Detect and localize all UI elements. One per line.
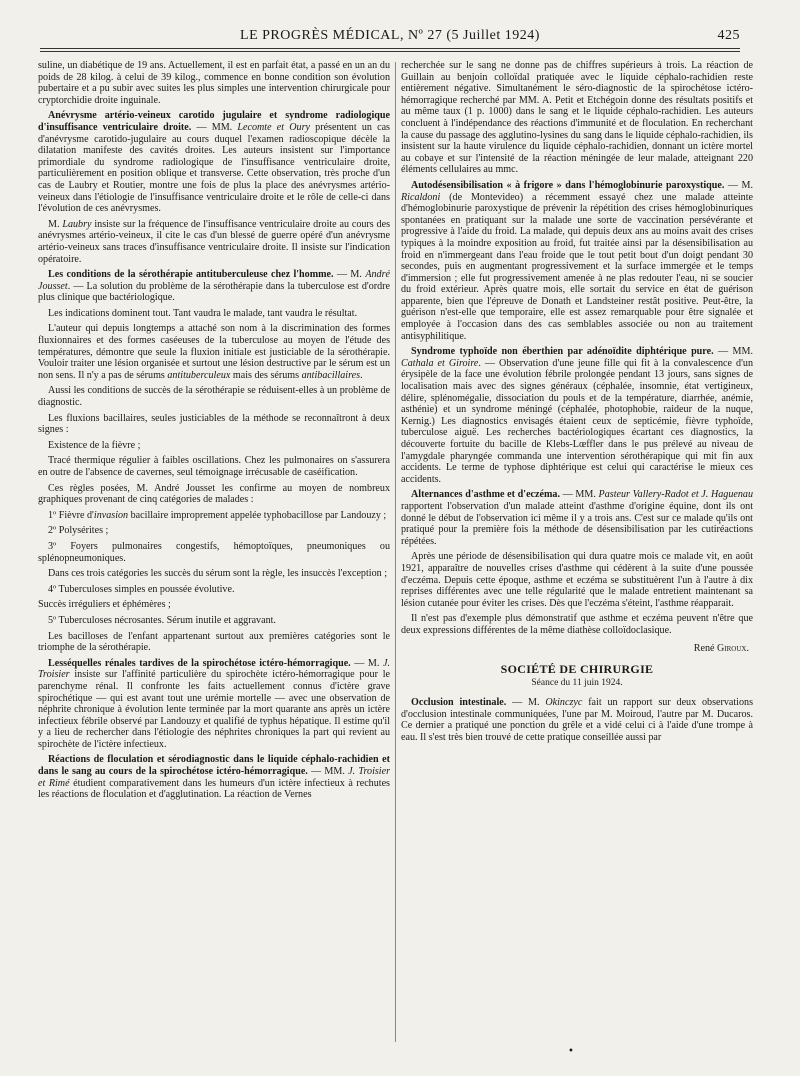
footer-mark: • bbox=[568, 1046, 574, 1057]
list-item: Existence de la fièvre ; bbox=[48, 439, 141, 451]
article-anevrysme bbox=[38, 110, 390, 214]
paragraph: Les fluxions bacillaires, seules justiciables de la méthode se reconnaîtront à deux signes : bbox=[38, 412, 390, 436]
signature bbox=[401, 643, 749, 655]
paragraph: Après une période de désensibilisation qui dura quatre mois ce malade vit, en août 1921, apparaître de nouvelles crises d'asthme qui cédèrent à la suite d'une poussée d'eczéma. Depuis cette époque, asthme et eczéma se substituèrent l'un à l'autre à dix reprises différentes avec une telle régularité que le malade entretient maintenant sa lésion cutanée pour éviter les crises. Dès que l'eczéma s'éteint, l'asthme réapparait. bbox=[401, 551, 753, 609]
author-names: Cathala et Giroire bbox=[401, 357, 479, 369]
author-name: Laubry bbox=[62, 218, 92, 230]
list-item bbox=[38, 510, 390, 522]
author-names: Pasteur Vallery-Radot et J. Haguenau bbox=[598, 489, 753, 501]
article-floculation bbox=[38, 754, 390, 800]
signature-period: . bbox=[746, 642, 749, 654]
session-date: Séance du 11 juin 1924. bbox=[531, 677, 623, 688]
list-item: Succès irréguliers et éphémères ; bbox=[38, 599, 171, 611]
author-name: André Jousset bbox=[38, 269, 390, 292]
section-title: SOCIÉTÉ DE CHIRURGIE bbox=[500, 662, 654, 677]
header-rule-bottom bbox=[40, 51, 740, 52]
article-serotherapie bbox=[38, 269, 390, 304]
paragraph: Les indications dominent tout. Tant vaudra le malade, tant vaudra le résultat. bbox=[48, 307, 358, 319]
author-name: J. Troisier bbox=[38, 657, 390, 681]
journal-title: LE PROGRÈS MÉDICAL, Nº 27 (5 Juillet 1924) bbox=[240, 28, 540, 43]
article-occlusion bbox=[401, 697, 753, 743]
prefix: M. bbox=[48, 218, 63, 230]
dash: — MM. bbox=[559, 489, 599, 501]
emphasis: invasion bbox=[93, 509, 129, 521]
article-body: (de Montevideo) a récemment essayé chez une malade atteinte d'hémoglobinurie paroxystique de prévenir la répétition des crises hémoglobinuriques spontanées en pratiquant sur la malade une sorte de vaccination persévérante et progressive à l'aide du froid. La malade, qui depuis deux ans au moins avait des crises typiques à la moindre exposition au froid, fut traitée ainsi par la désensibilisation au froid en n'immergeant dans l'eau froide que le tout petit bout d'un doigt pendant 30 secondes, puis en augmentant progressivement et la surface immergée et le temps d'immersion ; elle fut progressivement amenée à ne plas redouter l'eau, ni se soucier du froid extérieur. Après quatre mois, elle sortait du service en état de guérison apparente, bien que l'épreuve de Donath et Landsteiner restât positive. Peut-être, la guérison n'est-elle que temporaire, elle est assez remarquable pour être signalée et employée à l'occasion dans des cas semblables associée ou non au traitement antisyphilitique. bbox=[401, 191, 753, 342]
dash: — M. bbox=[506, 697, 546, 709]
text: . bbox=[360, 369, 363, 381]
text: L'auteur qui depuis longtemps a attaché son nom à la discrimination des formes fluxionnaires et des formes caséeuses de la tuberculose au moyen de l'étude des températures, démontre que seule la fluxion initiale est justiciable de la sérothérapie. Vouloir traiter une lésion organisée et surtout une lésion destructive par le sérum est un non sens. Il n'y a pas de sérums bbox=[38, 323, 390, 381]
text: bacillaire improprement appelée typhobacillose par Landouzy ; bbox=[128, 509, 387, 521]
dash: — MM. bbox=[191, 121, 238, 133]
article-body: présentent un cas d'anévrysme carotido-jugulaire au cours duquel l'examen radioscopique décèle la dilatation manifeste des cavités droites. Les auteurs insistent sur l'importance primordiale du syndrome radiologique de l'insuffisance ventriculaire droite, particulièrement en position oblique et transverse. Cette observation, très proche d'un cas de Laubry et Routier, montre une fois de plus la place des anévrysmes artério-veineux dans l'étiologie de l'insuffisance ventriculaire droite et le rôle de celle-ci dans l'évolution de ces anévrysmes. bbox=[38, 121, 390, 215]
paragraph: suline, un diabétique de 19 ans. Actuellement, il est en parfait état, a passé en un an du poids de 28 kilog. à celui de 39 kilog., commence en bonne condition son évolution pubertaire et a pu subir avec suites les plus simples une intervention chirurgicale pour cryptorchidie droite inguinale. bbox=[38, 60, 390, 106]
dash: — MM. bbox=[307, 766, 349, 778]
signature-first: René bbox=[693, 642, 717, 654]
article-body: insiste sur l'affinité particulière du spirochète ictéro-hémorragique pour le parenchyme rénal. Il confronte les faits actuellement connus d'ictère grave spirochétique — qui est avant tout une urémie mortelle — avec une observation de néphrite chronique à évolution lente terminée par la mort quarante ans après un ictère infectieux fébrile observé par Landouzy et qualifié de typhus hépatique. Il estime qu'il y a lieu de rechercher dans l'étiologie des néphrites chroniques la part qui revient au spirochète de l'ictère infectieux. bbox=[38, 669, 390, 750]
article-body: . — Observation d'une jeune fille qui fit à la convalescence d'un érysipèle de la face une évolution fébrile prolongée pendant 13 jours, sans signes de localisation mais avec des signes généraux (céphalée, insomnie, état vertigineux, délire, splénomégalie, dissociation du pouls et de la température, diarrhée, anémie, asthénie) et un syndrome méningé (céphalée, photophobie, raideur de la nuque, Kernig.) Les diagnostics envisagés étaient ceux de septicémie, fièvre typhoïde, tuberculose aiguë. Les recherches bactériologiques écartant ces diagnostics, la découverte fortuite du bacille de Klebs-Lœffler dans le pus prélevé au niveau de l'amygdale pharyngée commanda une intervention sérothérapique qui mit fin aux accidents. Le terme de typhose diphtérique est celui qui caractérise le mieux ces accidents. bbox=[401, 357, 753, 485]
running-header bbox=[40, 28, 740, 50]
list-item: 3º Foyers pulmonaires congestifs, hémoptoïques, pneumoniques ou splénopneumoniques. bbox=[38, 540, 390, 564]
article-body: rapportent l'observation d'un malade atteint d'asthme d'origine équine, dont ils ont donné le début de l'observation ici même il y a trois ans. C'est sur ce malade qu'ils ont pratiqué pour la première fois la méthode de désensibilisation par les cutiréactions répétées. bbox=[401, 500, 753, 547]
article-heading: Alternances d'asthme et d'eczéma. bbox=[411, 489, 560, 501]
emphasis: antituberculeux bbox=[164, 369, 231, 381]
article-sequelles bbox=[38, 658, 390, 751]
article-body: insiste sur la fréquence de l'insuffisance ventriculaire droite au cours des anévrysmes artério-veineux, il cite le cas d'un blessé de guerre opéré d'un anévrysme artério-veineux sans traces d'insuffisance ventriculaire droite. Il insiste sur l'indication opératoire. bbox=[38, 218, 390, 265]
article-body: fait un rapport sur deux observations d'occlusion intestinale communiquées, l'une par M. Moiroud, l'autre par M. Ducaros. Ce dernier a pratiqué une ponction du grêle et a vidé celui ci à l'aide d'une trompe à eau. Il s'est très bien trouvé de cette pratique conseillée aussi par bbox=[401, 697, 753, 744]
list-item: 5º Tuberculoses nécrosantes. Sérum inutile et aggravant. bbox=[48, 614, 276, 626]
article-heading: Réactions de floculation et sérodiagnostic dans le liquide céphalo-rachidien et dans le sang au cours de la spirochétose ictéro-hémorragique. bbox=[38, 754, 390, 778]
emphasis: antibacillaires bbox=[299, 369, 361, 381]
paragraph: recherchée sur le sang ne donne pas de chiffres supérieurs à trois. La réaction de Guillain au benjoin colloïdal pratiquée avec le liquide céphalo-rachidien reste entièrement négative. Simultanément le séro-diagnostic de la spirochétose ictéro-hémorragique recherché par MM. A. Petit et Etchégoin donne des résultats positifs et au même taux (1 p. 1000) dans le sang et le liquide céphalo-rachidien. Les auteurs concluent à l'indépendance des réactions d'immunité et de floculation. En recherchant la cause du passage des agglutino-lysines du sang dans le liquide céphalo-rachidien, ils insistent sur la haute virulence du liquide céphalo-rachidien, donnant un ictère mortel au cobaye et sur l'intensité de la réaction méningée de leur malade, atteignant 220 éléments cellulaires au mmc. bbox=[401, 60, 753, 176]
dash: — M. bbox=[350, 657, 383, 669]
dash: — M. bbox=[333, 269, 366, 281]
paragraph bbox=[38, 219, 390, 265]
author-name: Okinczyc bbox=[545, 697, 583, 709]
right-column bbox=[401, 60, 753, 1050]
article-body: . — La solution du problème de la sérothérapie dans la tuberculose est d'ordre plus clinique que bactériologique. bbox=[38, 280, 390, 304]
left-column bbox=[38, 60, 390, 1050]
article-heading: Lesséquelles rénales tardives de la spirochétose ictéro-hémorragique. bbox=[48, 657, 351, 669]
list-item: 4º Tuberculoses simples en poussée évolutive. bbox=[48, 583, 235, 595]
dash: — M. bbox=[724, 179, 753, 191]
paragraph: Ces règles posées, M. André Jousset les confirme au moyen de nombreux graphiques provenant de cinq catégories de malades : bbox=[38, 482, 390, 506]
paragraph: Il n'est pas d'exemple plus démonstratif que asthme et eczéma peuvent n'être que deux expressions différentes de la même diathèse colloïdoclasique. bbox=[401, 613, 753, 636]
author-names: Lecomte et Oury bbox=[237, 121, 310, 133]
article-heading: Autodésensibilisation « à frigore » dans l'hémoglobinurie paroxystique. bbox=[411, 179, 725, 191]
text: mais des sérums bbox=[230, 369, 300, 381]
list-item: Tracé thermique régulier à faibles oscillations. Chez les pulmonaires on s'assurera en outre de l'absence de cavernes, seul témoignage irrécusable de caséification. bbox=[38, 455, 390, 478]
article-heading: Occlusion intestinale. bbox=[411, 697, 507, 709]
article-autodesensibilisation bbox=[401, 180, 753, 342]
article-asthme bbox=[401, 489, 753, 547]
article-heading: Les conditions de la sérothérapie antituberculeuse chez l'homme. bbox=[48, 269, 334, 281]
article-heading: Anévrysme artério-veineux carotido jugulaire et syndrome radiologique d'insuffisance ventriculaire droite. bbox=[38, 110, 390, 133]
paragraph: Aussi les conditions de succès de la sérothérapie se réduisent-elles à un problème de diagnostic. bbox=[38, 385, 390, 409]
header-rule-top bbox=[40, 48, 740, 49]
paragraph: Les bacilloses de l'enfant appartenant surtout aux premières catégories sont le triomphe de la sérothérapie. bbox=[38, 630, 390, 654]
page-number: 425 bbox=[717, 28, 740, 43]
signature-last: Giroux bbox=[717, 642, 747, 654]
column-divider bbox=[395, 62, 396, 1042]
article-heading: Syndrome typhoïde non éberthien par adénoïdite diphtérique pure. bbox=[411, 346, 714, 358]
dash: — MM. bbox=[713, 346, 753, 358]
article-typhoide bbox=[401, 346, 753, 485]
list-item: 2º Polysérites ; bbox=[48, 525, 109, 537]
author-name: Ricaldoni bbox=[401, 191, 441, 203]
paragraph bbox=[38, 323, 390, 381]
author-names: J. Troisier et Rimé bbox=[38, 766, 390, 789]
text: 1º Fièvre d' bbox=[48, 509, 94, 521]
paragraph: Dans ces trois catégories les succès du sérum sont la règle, les insuccès l'exception ; bbox=[48, 568, 388, 580]
article-body: étudient comparativement dans les humeurs d'un ictère infectieux à rechutes les réactions de floculation et d'agglutination. La réaction de Vernes bbox=[38, 777, 390, 801]
